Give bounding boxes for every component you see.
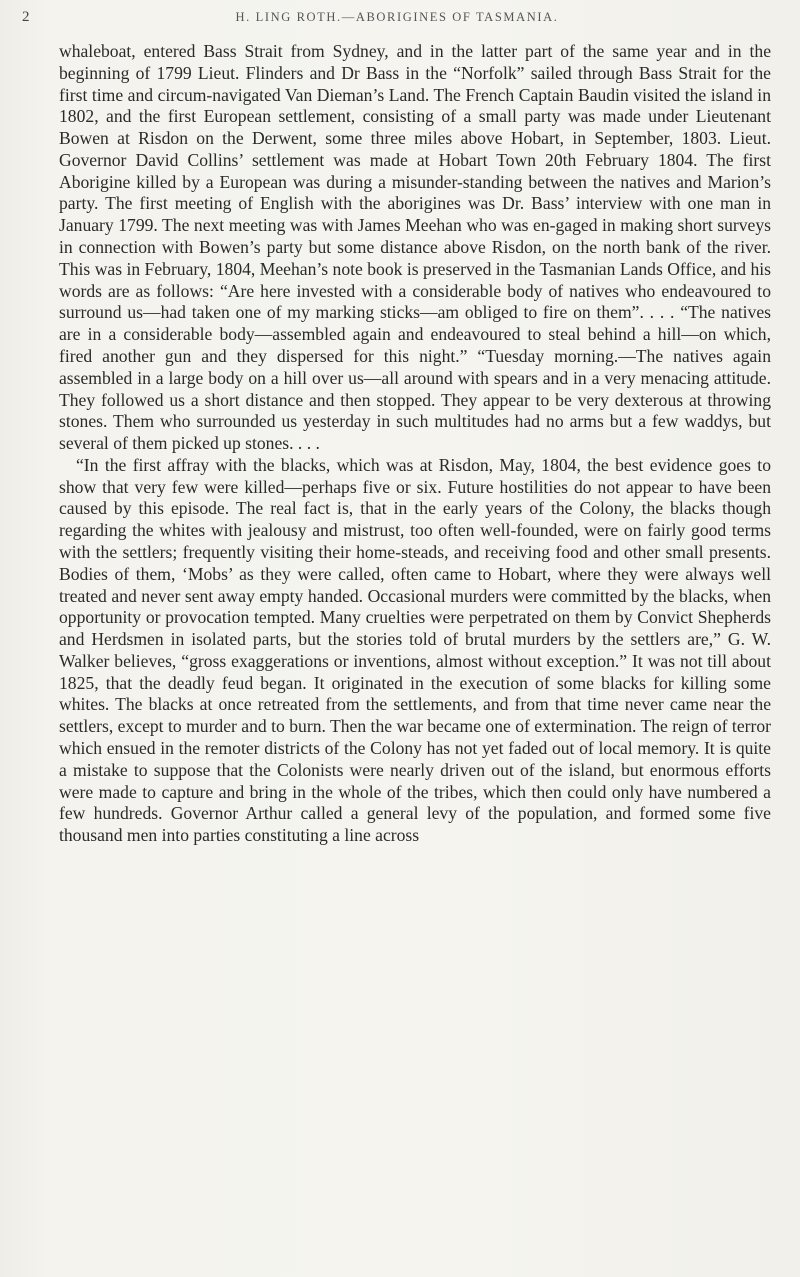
page-header bbox=[22, 9, 772, 31]
page-number: 2 bbox=[22, 9, 30, 25]
body-text bbox=[59, 41, 771, 847]
paragraph: “In the first affray with the blacks, which was at Risdon, May, 1804, the best evidence goes to show that very few were killed—perhaps five or six. Future hostilities do not appear to have been caused by this episode. The real fact is, that in the early years of the Colony, the blacks though regarding the whites with jealousy and mistrust, too often well-founded, were on fairly good terms with the settlers; frequently visiting their home-steads, and receiving food and other small presents. Bodies of them, ‘Mobs’ as they were called, often came to Hobart, where they were always well treated and never sent away empty handed. Occasional murders were committed by the blacks, when opportunity or provocation tempted. Many cruelties were perpetrated on them by Convict Shepherds and Herdsmen in isolated parts, but the stories told of brutal murders by the settlers are,” G. W. Walker believes, “gross exaggerations or inventions, almost without exception.” It was not till about 1825, that the deadly feud began. It originated in the execution of some blacks for killing some whites. The blacks at once retreated from the settlements, and from that time never came near the settlers, except to murder and to burn. Then the war became one of extermination. The reign of terror which ensued in the remoter districts of the Colony has not yet faded out of local memory. It is quite a mistake to suppose that the Colonists were nearly driven out of the island, but enormous efforts were made to capture and bring in the whole of the tribes, which then could only have numbered a few hundreds. Governor Arthur called a general levy of the population, and formed some five thousand men into parties constituting a line across bbox=[59, 454, 771, 846]
running-head: H. LING ROTH.—ABORIGINES OF TASMANIA. bbox=[235, 10, 559, 24]
paragraph: whaleboat, entered Bass Strait from Sydney, and in the latter part of the same year and in the beginning of 1799 Lieut. Flinders and Dr Bass in the “Norfolk” sailed through Bass Strait for the first time and circum-navigated Van Dieman’s Land. The French Captain Baudin visited the island in 1802, and the first European settlement, consisting of a small party was made under Lieutenant Bowen at Risdon on the Derwent, some three miles above Hobart, in September, 1803. Lieut. Governor David Collins’ settlement was made at Hobart Town 20th February 1804. The first Aborigine killed by a European was during a misunder-standing between the natives and Marion’s party. The first meeting of English with the aborigines was Dr. Bass’ interview with one man in January 1799. The next meeting was with James Meehan who was en-gaged in making short surveys in connection with Bowen’s party but some distance above Risdon, on the north bank of the river. This was in February, 1804, Meehan’s note book is preserved in the Tasmanian Lands Office, and his words are as follows: “Are here invested with a considerable body of natives who endeavoured to surround us—had taken one of my marking sticks—am obliged to fire on them”. . . . “The natives are in a considerable body—assembled again and endeavoured to steal behind a hill—on which, fired another gun and they dispersed for this night.” “Tuesday morning.—The natives again assembled in a large body on a hill over us—all around with spears and in a very menacing attitude. They followed us a short distance and then stopped. They appear to be very dexterous at throwing stones. Them who surrounded us yesterday in such multitudes had no arms but a few waddys, but several of them picked up stones. . . . bbox=[59, 41, 771, 454]
